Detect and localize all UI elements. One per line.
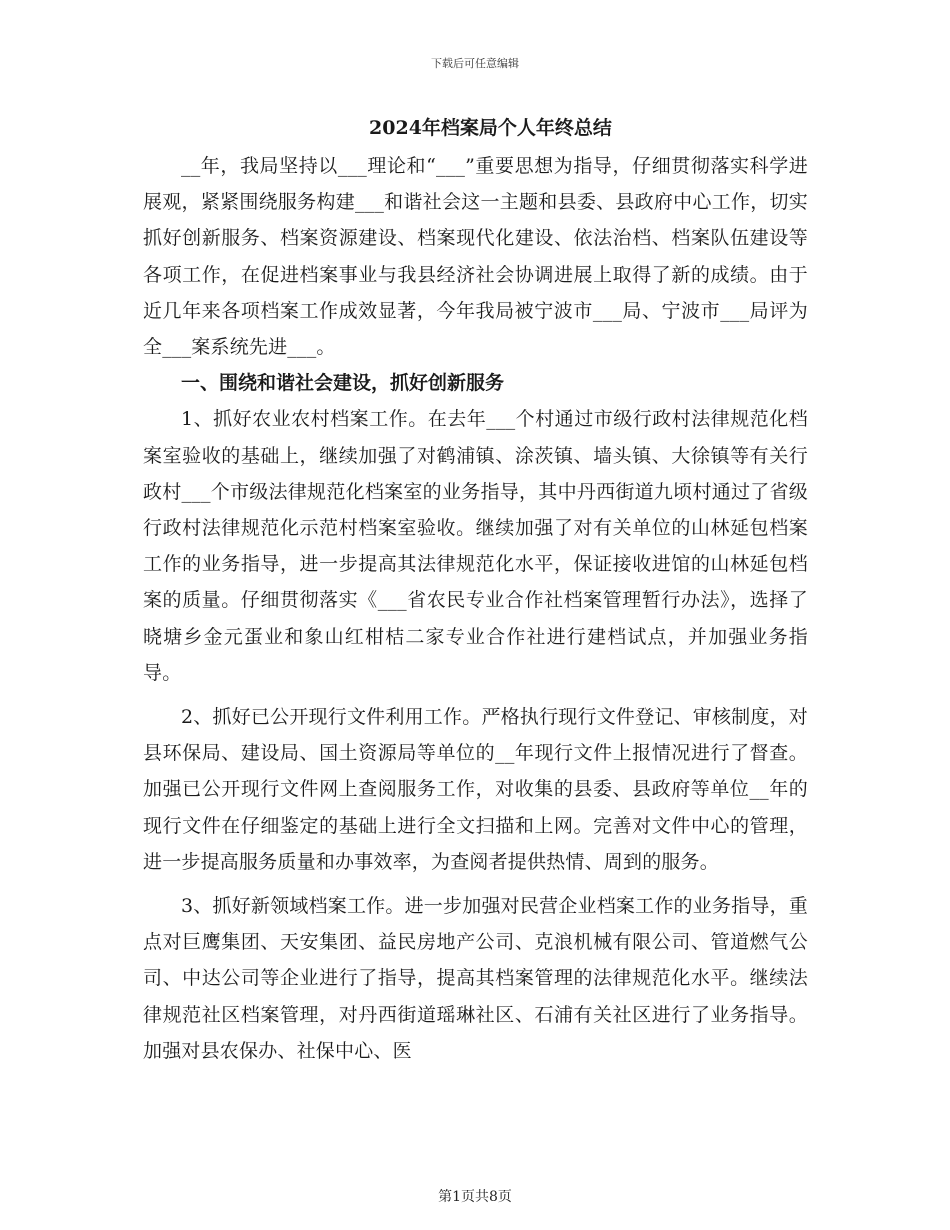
item-paragraph-3: 3、抓好新领域档案工作。进一步加强对民营企业档案工作的业务指导，重点对巨鹰集团、天安集团、益民房地产公司、克浪机械有限公司、管道燃气公司、中达公司等企业进行了指导，提高其档案管理的法律规范化水平。继续法律规范社区档案管理，对丹西街道瑶琳社区、石浦有关社区进行了业务指导。加强对县农保办、社保中心、医 (143, 895, 808, 1062)
paragraph-gap (143, 880, 808, 888)
page-header-note: 下载后可任意编辑 (431, 57, 519, 70)
item-paragraph-1: 1、抓好农业农村档案工作。在去年___个村通过市级行政村法律规范化档案室验收的基础上，继续加强了对鹤浦镇、涂茨镇、墙头镇、大徐镇等有关行政村___个市级法律规范化档案室的业务指导，其中丹西街道九顷村通过了省级行政村法律规范化示范村档案室验收。继续加强了对有关单位的山林延包档案工作的业务指导，进一步提高其法律规范化水平，保证接收进馆的山林延包档案的质量。仔细贯彻落实《___省农民专业合作社档案管理暂行办法》，选择了晓塘乡金元蛋业和象山红柑桔二家专业合作社进行建档试点，并加强业务指导。 (143, 408, 808, 684)
page-footer-number: 第1页共8页 (438, 1189, 512, 1205)
section-heading-1: 一、围绕和谐社会建设，抓好创新服务 (181, 372, 505, 395)
document-body (143, 108, 808, 1069)
item-paragraph-2: 2、抓好已公开现行文件利用工作。严格执行现行文件登记、审核制度，对县环保局、建设局、国土资源局等单位的__年现行文件上报情况进行了督查。加强已公开现行文件网上查阅服务工作，对收集的县委、县政府等单位__年的现行文件在仔细鉴定的基础上进行全文扫描和上网。完善对文件中心的管理，进一步提高服务质量和办事效率，为查阅者提供热情、周到的服务。 (143, 706, 808, 873)
intro-paragraph: __年，我局坚持以___理论和“___”重要思想为指导，仔细贯彻落实科学进展观，紧紧围绕服务构建___和谐社会这一主题和县委、县政府中心工作，切实抓好创新服务、档案资源建设、档案现代化建设、依法治档、档案队伍建设等各项工作，在促进档案事业与我县经济社会协调进展上取得了新的成绩。由于近几年来各项档案工作成效显著，今年我局被宁波市___局、宁波市___局评为全___案系统先进___。 (143, 155, 808, 359)
document-title: 2024年档案局个人年终总结 (369, 117, 612, 139)
paragraph-gap (143, 691, 808, 699)
